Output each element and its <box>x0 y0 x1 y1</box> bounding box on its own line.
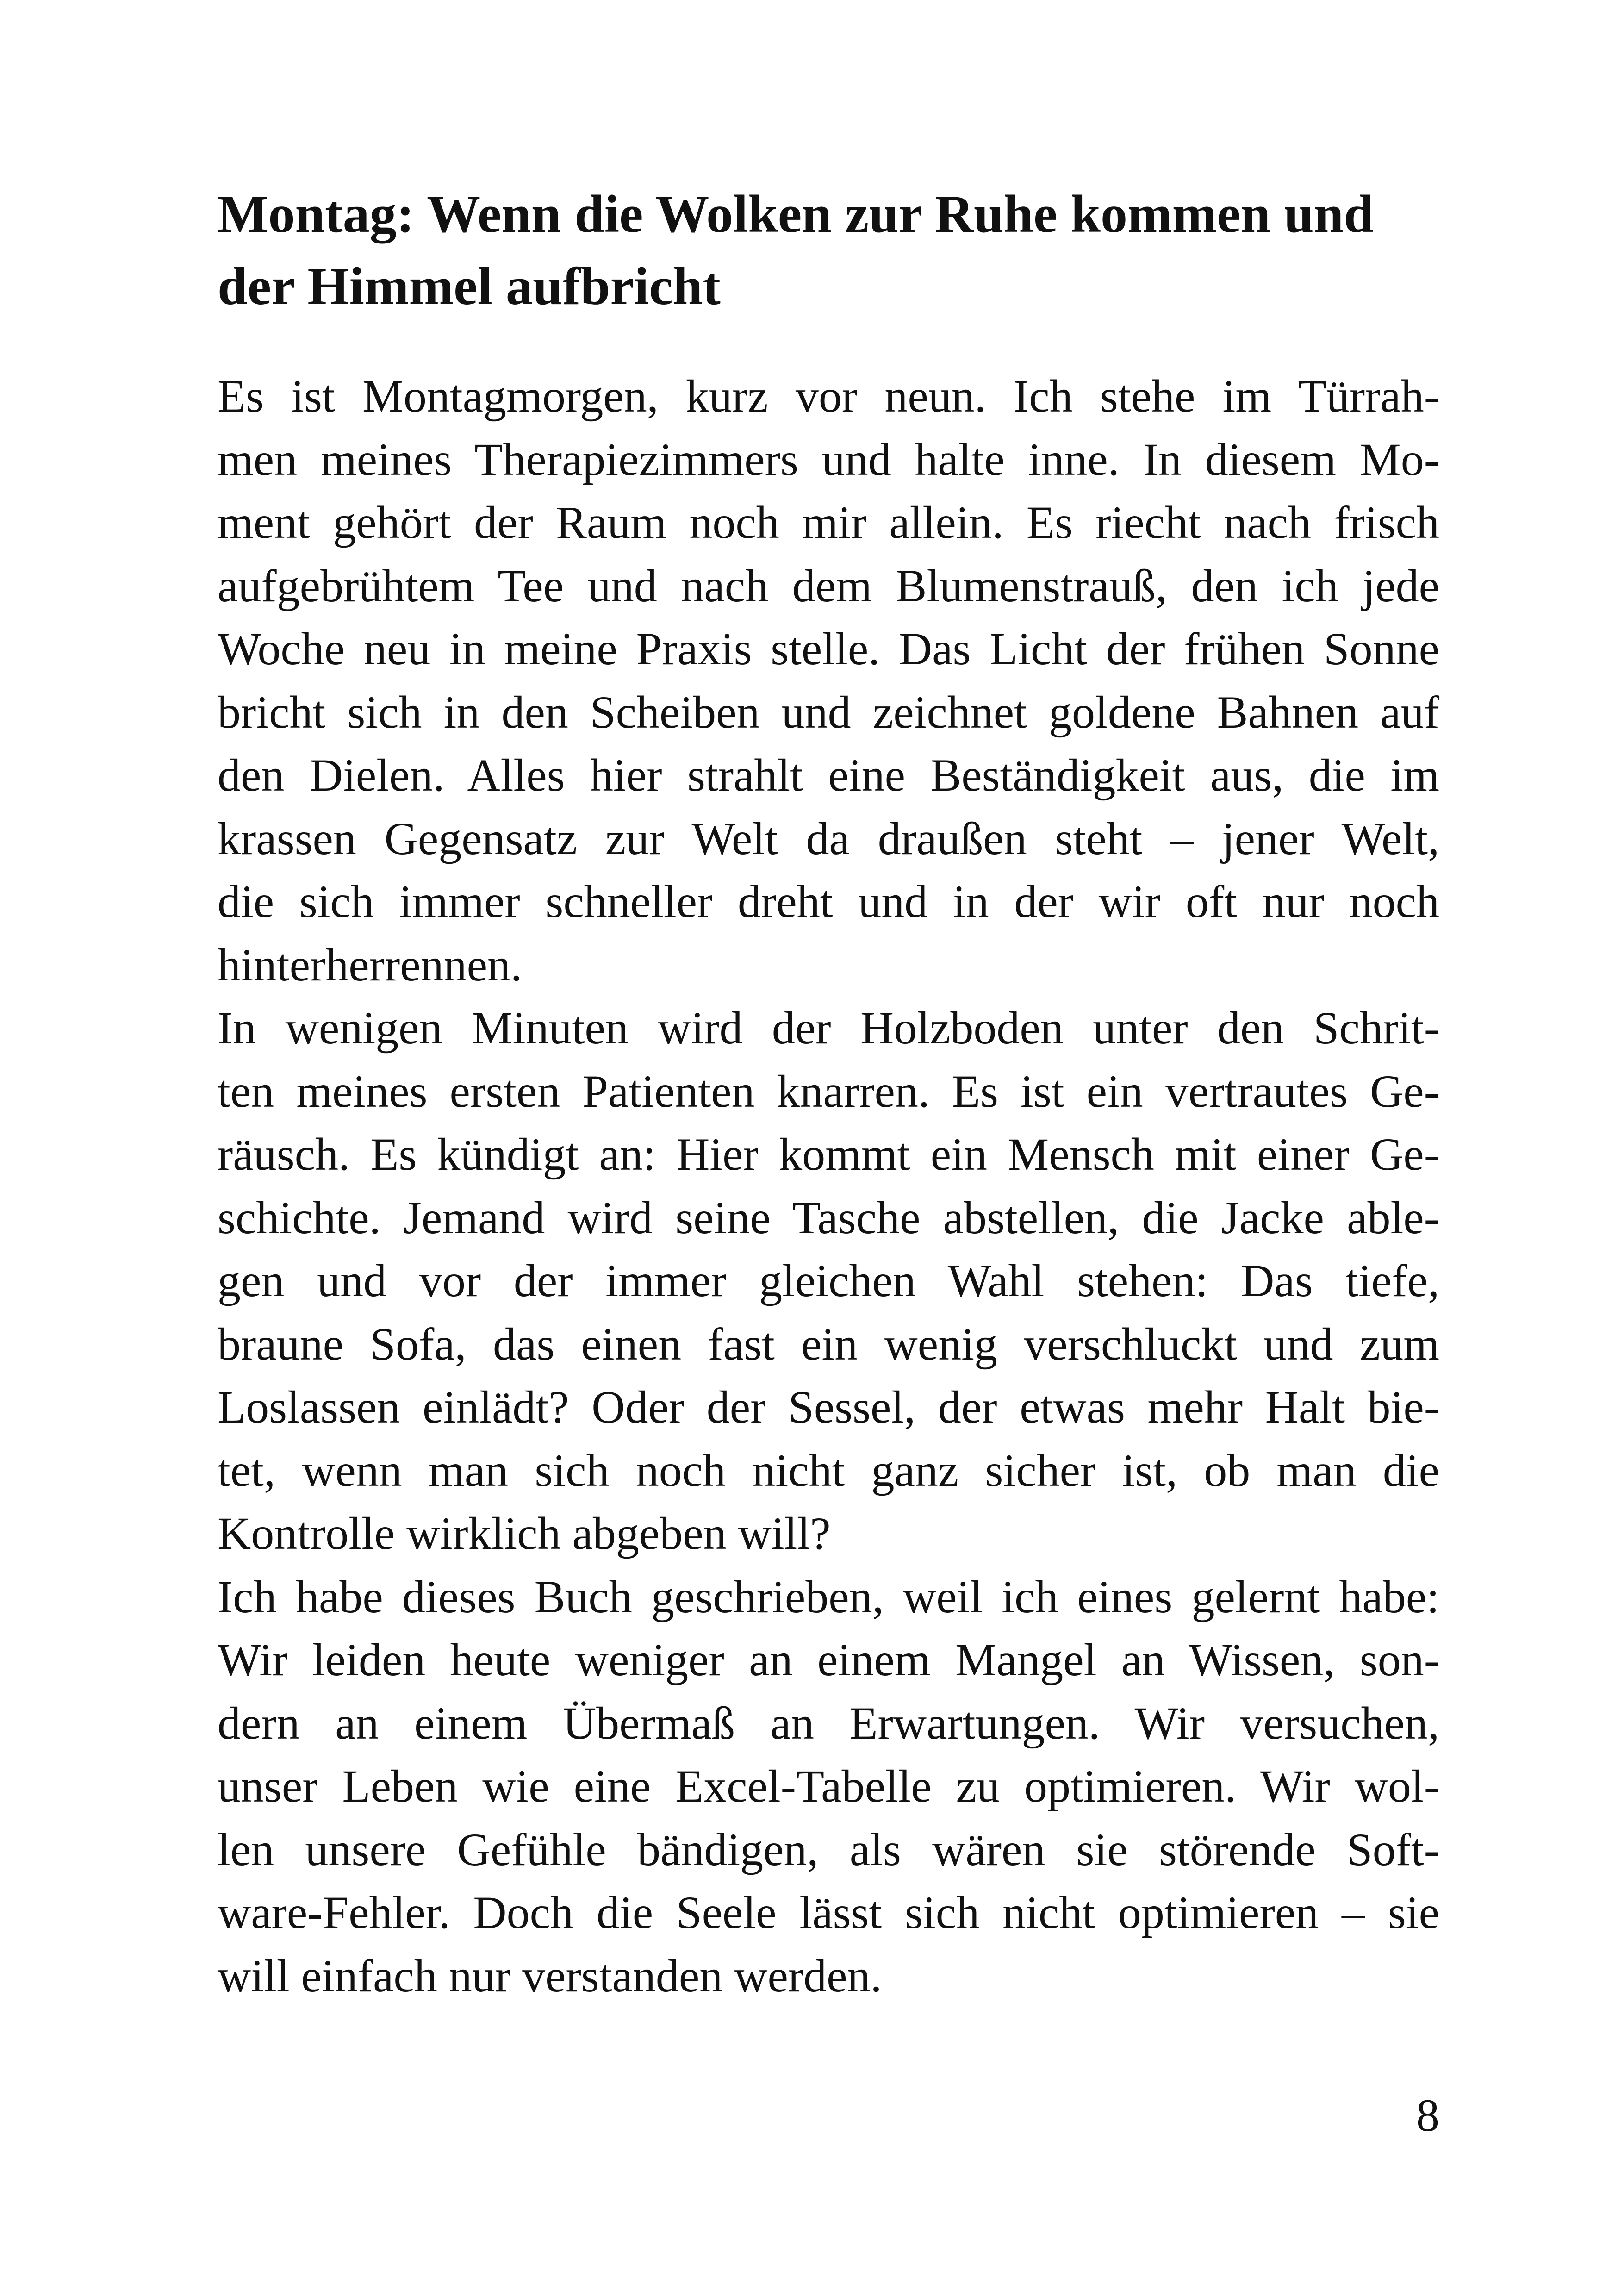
text-line: hinterherrennen. <box>218 939 523 991</box>
chapter-title-line: Montag: Wenn die Wolken zur Ruhe kommen und <box>218 185 1374 244</box>
text-line: men meines Therapiezimmers und halte inne. In diesem Mo- <box>218 433 1439 485</box>
text-line: Loslassen einlädt? Oder der Sessel, der etwas mehr Halt bie- <box>218 1381 1439 1433</box>
text-line: Wir leiden heute weniger an einem Mangel an Wissen, son- <box>218 1634 1439 1685</box>
text-line: len unsere Gefühle bändigen, als wären sie störende Soft- <box>218 1823 1439 1875</box>
text-line: den Dielen. Alles hier strahlt eine Beständigkeit aus, die im <box>218 749 1439 801</box>
text-line: ten meines ersten Patienten knarren. Es ist ein vertrautes Ge- <box>218 1065 1439 1117</box>
text-line: bricht sich in den Scheiben und zeichnet goldene Bahnen auf <box>218 686 1439 738</box>
text-line: unser Leben wie eine Excel-Tabelle zu optimieren. Wir wol- <box>218 1760 1439 1812</box>
text-line: ware-Fehler. Doch die Seele lässt sich nicht optimieren – sie <box>218 1887 1439 1938</box>
text-line: tet, wenn man sich noch nicht ganz sicher ist, ob man die <box>218 1444 1439 1496</box>
chapter-title-line: der Himmel aufbricht <box>218 257 721 316</box>
text-line: Kontrolle wirklich abgeben will? <box>218 1508 831 1559</box>
text-line: die sich immer schneller dreht und in der wir oft nur noch <box>218 876 1439 927</box>
body-text <box>218 365 1439 2008</box>
text-line: krassen Gegensatz zur Welt da draußen steht – jener Welt, <box>218 812 1439 864</box>
text-line: räusch. Es kündigt an: Hier kommt ein Mensch mit einer Ge- <box>218 1129 1439 1180</box>
text-line: aufgebrühtem Tee und nach dem Blumenstrauß, den ich jede <box>218 560 1439 611</box>
text-line: schichte. Jemand wird seine Tasche abstellen, die Jacke able- <box>218 1192 1439 1243</box>
chapter-title <box>218 178 1439 323</box>
page-number: 8 <box>1416 2090 1439 2141</box>
text-line: dern an einem Übermaß an Erwartungen. Wir versuchen, <box>218 1697 1439 1749</box>
text-line: will einfach nur verstanden werden. <box>218 1950 882 2002</box>
text-line: ment gehört der Raum noch mir allein. Es riecht nach frisch <box>218 497 1439 548</box>
text-line: gen und vor der immer gleichen Wahl stehen: Das tiefe, <box>218 1255 1439 1306</box>
text-line: In wenigen Minuten wird der Holzboden unter den Schrit- <box>218 1002 1439 1054</box>
text-line: Woche neu in meine Praxis stelle. Das Licht der frühen Sonne <box>218 623 1439 674</box>
text-line: Es ist Montagmorgen, kurz vor neun. Ich stehe im Türrah- <box>218 370 1439 422</box>
text-line: Ich habe dieses Buch geschrieben, weil ich eines gelernt habe: <box>218 1571 1439 1622</box>
text-line: braune Sofa, das einen fast ein wenig verschluckt und zum <box>218 1318 1439 1370</box>
